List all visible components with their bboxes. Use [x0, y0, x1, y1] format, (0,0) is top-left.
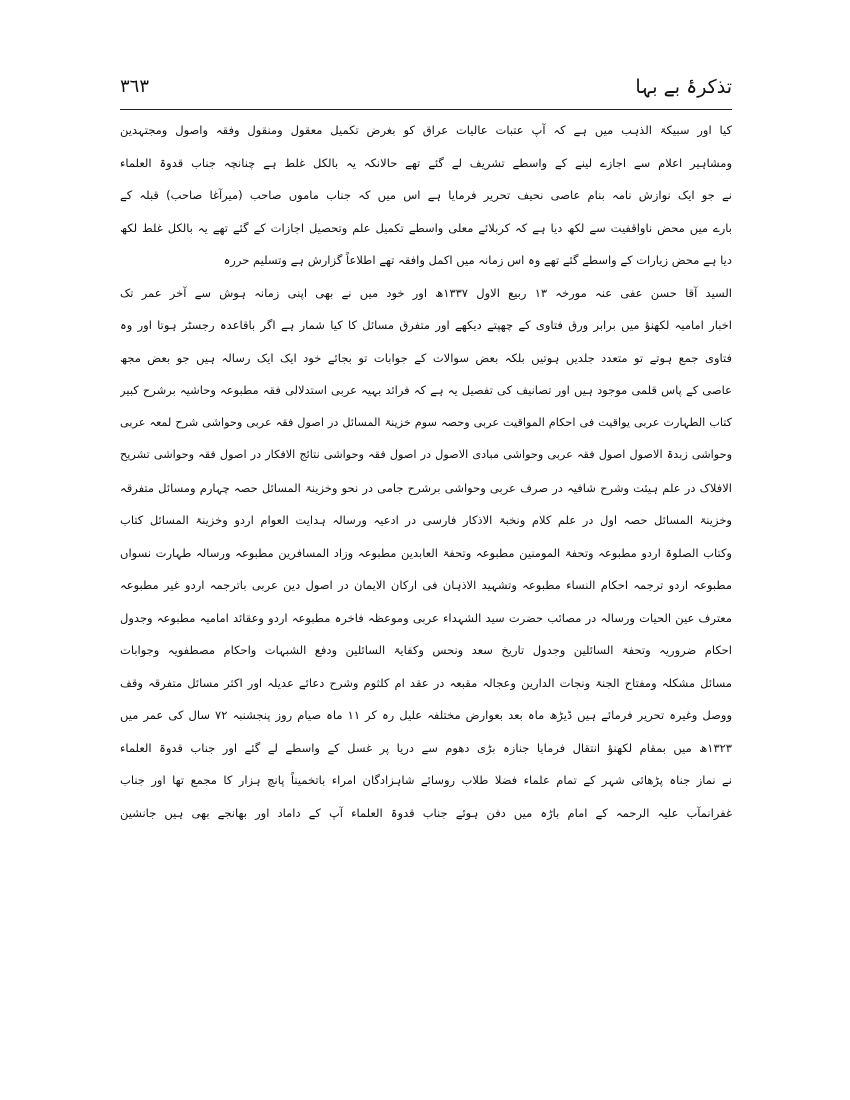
text-line: نے نماز جناہ پڑھائی شہر کے تمام علماء فضلا طلاب روسائے شاہزادگان امراء باتخمیناً پانچ ہزار کا مجمع تھا اور جناب: [120, 773, 732, 787]
text-line: مسائل مشکلہ ومفتاح الجنۃ ونجات الدارین وعجالہ مقبعہ در عقد ام کلثوم وشرح دعائے عدیلہ اور اکثر مسائل متفرقہ وقف: [120, 675, 732, 690]
text-line: اخبار امامیہ لکھنؤ میں برابر ورق فتاوی کے چھپتے دیکھے اور متفرق مسائل کا کیا شمار ہے اگر باقاعدہ رجسٹر ہوتا اور وہ: [120, 318, 732, 332]
text-line: غفرانمآب علیہ الرحمہ کے امام باڑہ میں دفن ہوئے جناب قدوۃ العلماء آپ کے داماد اور بھانجے بھی ہیں جانشین: [120, 805, 732, 820]
text-line: معترف عین الحیات ورسالہ در مصائب حضرت سید الشہداء عربی وموعظہ فاخرہ مطبوعہ اردو وعقائد امامیہ مطبوعہ وجدول: [120, 610, 732, 625]
text-line: وحواشی زبدۃ الاصول اصول فقہ عربی وحواشی مبادی الاصول در اصول فقہ وحواشی نتائج الافکار در اصول فقہ وحواشی تشریح: [120, 448, 732, 461]
header-rule: [120, 109, 732, 110]
text-line: السید آقا حسن عفی عنہ مورخہ ١٣ ربیع الاول ١٣٣٧ھ اور خود میں نے بھی اپنی زمانہ ہوش سے آخر عمر تک: [120, 285, 732, 300]
text-line: الافلاک در علم ہیئت وشرح شافیہ در صرف عربی وحواشی برشرح جامی در نحو وخزینۃ المسائل حصہ چہارم ومسائل متفرقہ: [120, 480, 732, 495]
text-line: احکام ضروریہ وتحفۃ السائلین وجدول تاریخ سعد ونحس وکفایۃ السائلین ودفع الشبہات واحکام مصطفویہ وجوابات: [120, 643, 732, 657]
text-line: ١٣٢٣ھ میں بمقام لکھنؤ انتقال فرمایا جنازہ بڑی دھوم سے دریا پر غسل کے واسطے لے گئے اور جناب قدوۃ العلماء: [120, 740, 732, 755]
text-line: ووصل وغیرہ تحریر فرمائے ہیں ڈیڑھ ماہ بعد بعوارض مختلفہ علیل رہ کر ١١ ماہ صیام روز پنجشنبہ ٧٢ سال کی عمر میں: [120, 708, 732, 722]
text-line: مطبوعہ اردو ترجمہ احکام النساء مطبوعہ وتشہید الاذہان فی ارکان الایمان در اصول دین عربی باترجمہ اردو غیر مطبوعہ: [120, 578, 732, 592]
text-line: فتاوی جمع ہوتے تو متعدد جلدیں ہوتیں بلکہ بعض سوالات کے جوابات تو بجائے خود ایک ایک رسالہ ہیں جو بعض مجھ: [120, 350, 732, 365]
text-line: عاصی کے پاس قلمی موجود ہیں اور تصانیف کی تفصیل یہ ہے کہ فرائد بہیہ عربی استدلالی فقہ مطبوعہ وحاشیہ برشرح کبیر: [120, 383, 732, 397]
running-title: تذکرۂ بے بہا: [635, 76, 732, 98]
text-line: کتاب الطہارت عربی یواقیت فی احکام المواقیت عربی وحصہ سوم خزینۃ المسائل در اصول فقہ عربی وحواشی شرح لمعہ عربی: [120, 415, 732, 429]
text-line: بارے میں محض ناواقفیت سے لکھ دیا ہے کہ کربلائے معلی واسطے تکمیل علم وتحصیل اجازات کے گئے تھے یہ بالکل غلط لکھ: [120, 220, 732, 235]
text-line: وکتاب الصلوۃ اردو مطبوعہ وتحفۃ المومنین مطبوعہ وتحفۃ العابدین مطبوعہ وزاد المسافرین مطبوعہ ورسالہ طہارت نسواں: [120, 545, 732, 560]
body-text: [120, 114, 732, 829]
text-line: وخزینۃ المسائل حصہ اول در علم کلام ونخبۃ الاذکار فارسی در ادعیہ ورسالہ ہدایت العوام اردو وخزینۃ المسائل کتاب: [120, 513, 732, 527]
page-header: [120, 72, 732, 108]
text-line: کیا اور سبیکۃ الذہب میں ہے کہ آپ عتبات عالیات عراق کو بغرض تکمیل معقول ومنقول وفقہ واصول ومجتہدین: [120, 123, 732, 137]
text-line: ومشاہیر اعلام سے اجازے لینے کے واسطے تشریف لے گئے تھے حالانکہ یہ بالکل غلط ہے چنانچہ جناب قدوۃ العلماء: [120, 155, 732, 170]
text-line: نے جو ایک نوازش نامہ بنام عاصی نحیف تحریر فرمایا ہے اس میں کہ جناب ماموں صاحب (میرآغا صاحب) قبلہ کے: [120, 188, 732, 202]
page-number: ٣٦٣: [120, 76, 150, 97]
text-line: دیا ہے محض زیارات کے واسطے گئے تھے وہ اس زمانہ میں اکمل وافقہ تھے اطلاعاً گزارش ہے وتسلیم حررہ: [223, 253, 732, 267]
